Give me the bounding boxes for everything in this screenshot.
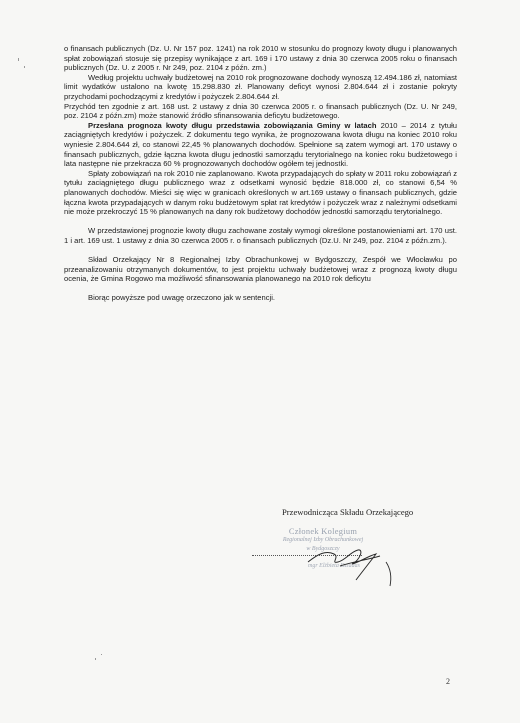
- scan-speck: [24, 66, 25, 68]
- stamp-line-1: Członek Kolegium: [288, 527, 358, 536]
- scan-speck: [95, 658, 96, 660]
- scan-speck: [101, 654, 102, 655]
- signature-title: Przewodnicząca Składu Orzekającego: [282, 507, 414, 517]
- paragraph-8: Biorąc powyższe pod uwagę orzeczono jak w sentencji.: [88, 293, 275, 303]
- stamp-line-2: Regionalnej Izby Obrachunkowej: [282, 537, 364, 543]
- scan-speck: [18, 58, 19, 61]
- document-body: [64, 44, 457, 303]
- stamp-name: mgr Elżbieta Dziadas: [308, 563, 361, 569]
- paragraph-4: Przesłana prognoza kwoty długu przedstawia zobowiązania Gminy w latach 2010 – 2014 z tytułu zaciągniętych kredytów i pożyczek. Z dokumentu tego wynika, że prognozowana kwota długu na koniec 2010 roku wyniesie 2.804.644 zł, co stanowi 22,45 % planowanych dochodów. Spełnione są zatem wymogi art. 170 ustawy o finansach publicznych, gdzie łączna kwota długu jednostki samorządu terytorialnego na koniec roku budżetowego i lata następne nie przekracza 60 % prognozowanych dochodów ogółem tej jednostki.: [64, 120, 457, 169]
- paragraph-1: o finansach publicznych (Dz. U. Nr 157 poz. 1241) na rok 2010 w stosunku do prognozy kwoty długu i planowanych spłat zobowiązań stosuje się przepisy wynikające z art. 169 i 170 ustawy z dnia 30 czerwca 2005 roku o finansach publicznych (Dz. U. z 2005 r. Nr 249, poz. 2104 z późn. zm.): [64, 44, 457, 73]
- paragraph-3: Przychód ten zgodnie z art. 168 ust. 2 ustawy z dnia 30 czerwca 2005 r. o finansach publicznych (Dz. U. Nr 249, poz. 2104 z późn.zm) może stanowić źródło sfinansowania deficytu budżetowego.: [64, 101, 457, 121]
- paragraph-5: Spłaty zobowiązań na rok 2010 nie zaplanowano. Kwota przypadających do spłaty w 2011 roku zobowiązań z tytułu zaciągniętego długu publicznego wraz z odsetkami wynosić będzie 818.000 zł, co stanowi 6,54 % planowanych dochodów. Mieści się więc w granicach określonych w art.169 ustawy o finansach publicznych, gdzie łączna kwota przypadających w danym roku budżetowym spłat rat kredytów i pożyczek wraz z należnymi odsetkami nie może przekroczyć 15 % planowanych na dany rok budżetowy dochodów jednostki samorządu terytorialnego.: [64, 168, 457, 217]
- paragraph-7: Skład Orzekający Nr 8 Regionalnej Izby Obrachunkowej w Bydgoszczy, Zespół we Włocławku po przeanalizowaniu otrzymanych dokumentów, to jest projektu uchwały budżetowej wraz z prognozą kwoty długu ocenia, że Gmina Rogowo ma możliwość sfinansowania planowanego na 2010 rok deficytu: [64, 255, 457, 284]
- page-number: 2: [446, 677, 450, 686]
- handwritten-signature: [300, 532, 410, 592]
- stamp-line-3: w Bydgoszczy: [306, 546, 340, 552]
- paragraph-2: Według projektu uchwały budżetowej na 2010 rok prognozowane dochody wynoszą 12.494.186 zł, natomiast limit wydatków ustalono na kwotę 15.298.830 zł. Planowany deficyt wynosi 2.804.644 zł i zostanie pokryty przychodami pochodzącymi z kredytów i pożyczek 2.804.644 zł.: [64, 72, 457, 101]
- paragraph-6: W przedstawionej prognozie kwoty długu zachowane zostały wymogi określone postanowieniami art. 170 ust. 1 i art. 169 ust. 1 ustawy z dnia 30 czerwca 2005 r. o finansach publicznych (Dz.U. Nr 249, poz. 2104 z późn.zm.).: [64, 226, 457, 245]
